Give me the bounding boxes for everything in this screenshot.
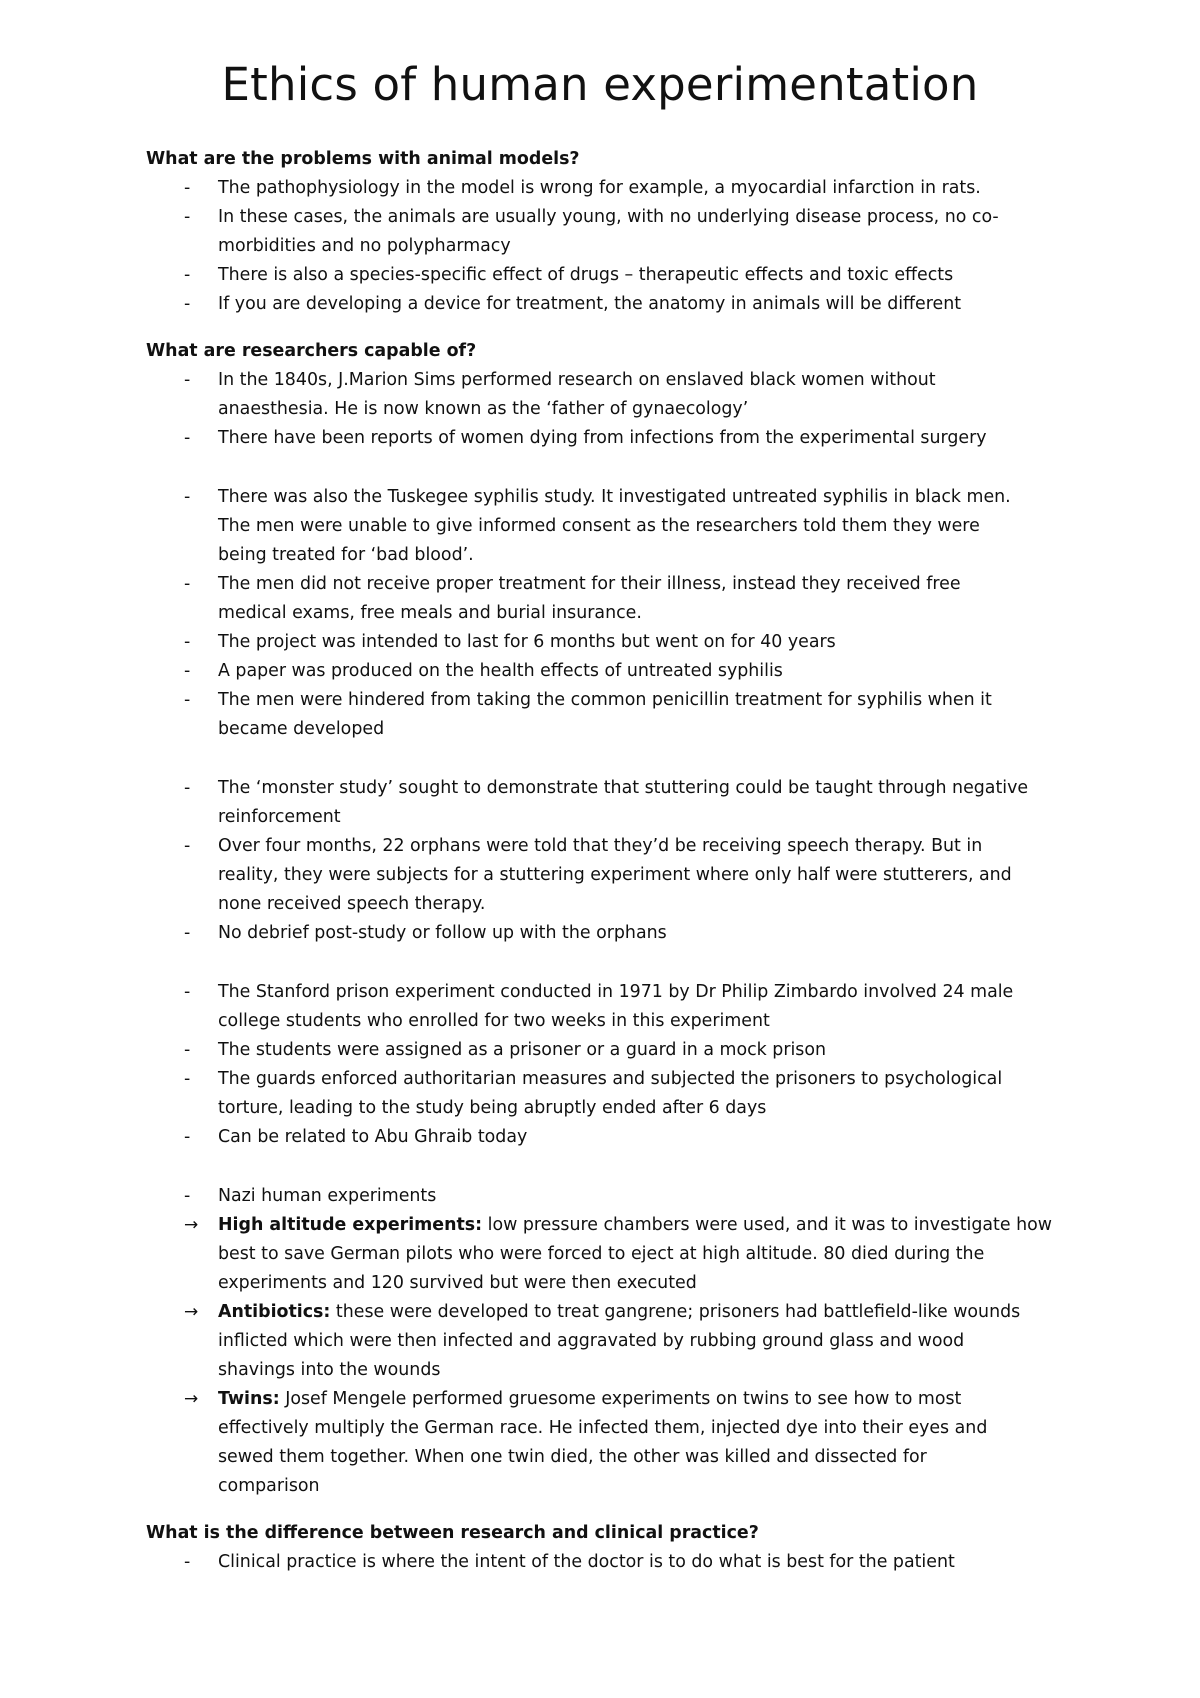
list-item-continuation: college students who enrolled for two weeks in this experiment	[218, 1011, 770, 1031]
sub-list-item	[218, 1211, 1052, 1240]
list-item: The Stanford prison experiment conducted in 1971 by Dr Philip Zimbardo involved 24 male	[218, 982, 1014, 1002]
bullet-dash-icon: -	[184, 923, 191, 943]
sub-list-item	[218, 1385, 961, 1414]
bullet-dash-icon: -	[184, 178, 191, 198]
bullet-dash-icon: -	[184, 1069, 191, 1089]
list-item: In the 1840s, J.Marion Sims performed research on enslaved black women without	[218, 370, 936, 390]
bullet-dash-icon: -	[184, 574, 191, 594]
list-item: The men were hindered from taking the common penicillin treatment for syphilis when it	[218, 690, 992, 710]
bullet-dash-icon: -	[184, 1186, 191, 1206]
list-item-continuation: none received speech therapy.	[218, 894, 486, 914]
arrow-right-icon: →	[184, 1389, 199, 1409]
sub-list-item	[218, 1298, 1020, 1327]
list-item-continuation: The men were unable to give informed consent as the researchers told them they were	[218, 516, 980, 536]
list-item: If you are developing a device for treatment, the anatomy in animals will be different	[218, 294, 962, 314]
list-item: Nazi human experiments	[218, 1186, 437, 1206]
sub-list-item-continuation: effectively multiply the German race. He infected them, injected dye into their eyes and	[218, 1418, 988, 1438]
sub-item-label: Twins:	[218, 1389, 280, 1409]
bullet-dash-icon: -	[184, 370, 191, 390]
list-item-continuation: torture, leading to the study being abruptly ended after 6 days	[218, 1098, 767, 1118]
section-heading-research-vs-clinical: What is the difference between research and clinical practice?	[146, 1523, 759, 1543]
bullet-dash-icon: -	[184, 836, 191, 856]
section-heading-researchers: What are researchers capable of?	[146, 341, 477, 361]
sub-list-item-continuation: sewed them together. When one twin died, the other was killed and dissected for	[218, 1447, 927, 1467]
list-item: The project was intended to last for 6 months but went on for 40 years	[218, 632, 836, 652]
page-title: Ethics of human experimentation	[221, 58, 979, 111]
list-item: The men did not receive proper treatment for their illness, instead they received free	[218, 574, 961, 594]
sub-item-text: these were developed to treat gangrene; prisoners had battlefield-like wounds	[330, 1302, 1021, 1322]
bullet-dash-icon: -	[184, 690, 191, 710]
bullet-dash-icon: -	[184, 294, 191, 314]
list-item-continuation: became developed	[218, 719, 385, 739]
bullet-dash-icon: -	[184, 1552, 191, 1572]
list-item: The guards enforced authoritarian measures and subjected the prisoners to psychological	[218, 1069, 1003, 1089]
bullet-dash-icon: -	[184, 207, 191, 227]
sub-list-item-continuation: comparison	[218, 1476, 320, 1496]
bullet-dash-icon: -	[184, 982, 191, 1002]
arrow-right-icon: →	[184, 1302, 199, 1322]
bullet-dash-icon: -	[184, 428, 191, 448]
bullet-dash-icon: -	[184, 1127, 191, 1147]
sub-list-item-continuation: best to save German pilots who were forced to eject at high altitude. 80 died during the	[218, 1244, 985, 1264]
list-item: The pathophysiology in the model is wrong for example, a myocardial infarction in rats.	[218, 178, 981, 198]
list-item: There have been reports of women dying from infections from the experimental surgery	[218, 428, 987, 448]
list-item-continuation: anaesthesia. He is now known as the ‘father of gynaecology’	[218, 399, 749, 419]
sub-item-label: High altitude experiments:	[218, 1215, 483, 1235]
list-item: In these cases, the animals are usually young, with no underlying disease process, no co-	[218, 207, 999, 227]
list-item: There is also a species-specific effect of drugs – therapeutic effects and toxic effects	[218, 265, 954, 285]
list-item: Over four months, 22 orphans were told that they’d be receiving speech therapy. But in	[218, 836, 983, 856]
list-item-continuation: being treated for ‘bad blood’.	[218, 545, 474, 565]
sub-item-text: Josef Mengele performed gruesome experiments on twins to see how to most	[279, 1389, 962, 1409]
list-item-continuation: reinforcement	[218, 807, 341, 827]
bullet-dash-icon: -	[184, 778, 191, 798]
list-item: Can be related to Abu Ghraib today	[218, 1127, 528, 1147]
list-item: No debrief post-study or follow up with the orphans	[218, 923, 667, 943]
sub-list-item-continuation: shavings into the wounds	[218, 1360, 441, 1380]
list-item: Clinical practice is where the intent of the doctor is to do what is best for the patient	[218, 1552, 955, 1572]
list-item: A paper was produced on the health effects of untreated syphilis	[218, 661, 783, 681]
list-item: The ‘monster study’ sought to demonstrate that stuttering could be taught through negative	[218, 778, 1029, 798]
list-item: There was also the Tuskegee syphilis study. It investigated untreated syphilis in black men.	[218, 487, 1011, 507]
arrow-right-icon: →	[184, 1215, 199, 1235]
list-item: The students were assigned as a prisoner or a guard in a mock prison	[218, 1040, 827, 1060]
sub-item-label: Antibiotics:	[218, 1302, 331, 1322]
bullet-dash-icon: -	[184, 1040, 191, 1060]
sub-list-item-continuation: experiments and 120 survived but were then executed	[218, 1273, 697, 1293]
section-heading-animal-models: What are the problems with animal models?	[146, 149, 580, 169]
list-item-continuation: morbidities and no polypharmacy	[218, 236, 511, 256]
bullet-dash-icon: -	[184, 487, 191, 507]
bullet-dash-icon: -	[184, 661, 191, 681]
list-item-continuation: medical exams, free meals and burial insurance.	[218, 603, 642, 623]
list-item-continuation: reality, they were subjects for a stuttering experiment where only half were stutterers, and	[218, 865, 1012, 885]
bullet-dash-icon: -	[184, 632, 191, 652]
bullet-dash-icon: -	[184, 265, 191, 285]
sub-list-item-continuation: inflicted which were then infected and aggravated by rubbing ground glass and wood	[218, 1331, 965, 1351]
sub-item-text: low pressure chambers were used, and it was to investigate how	[482, 1215, 1052, 1235]
